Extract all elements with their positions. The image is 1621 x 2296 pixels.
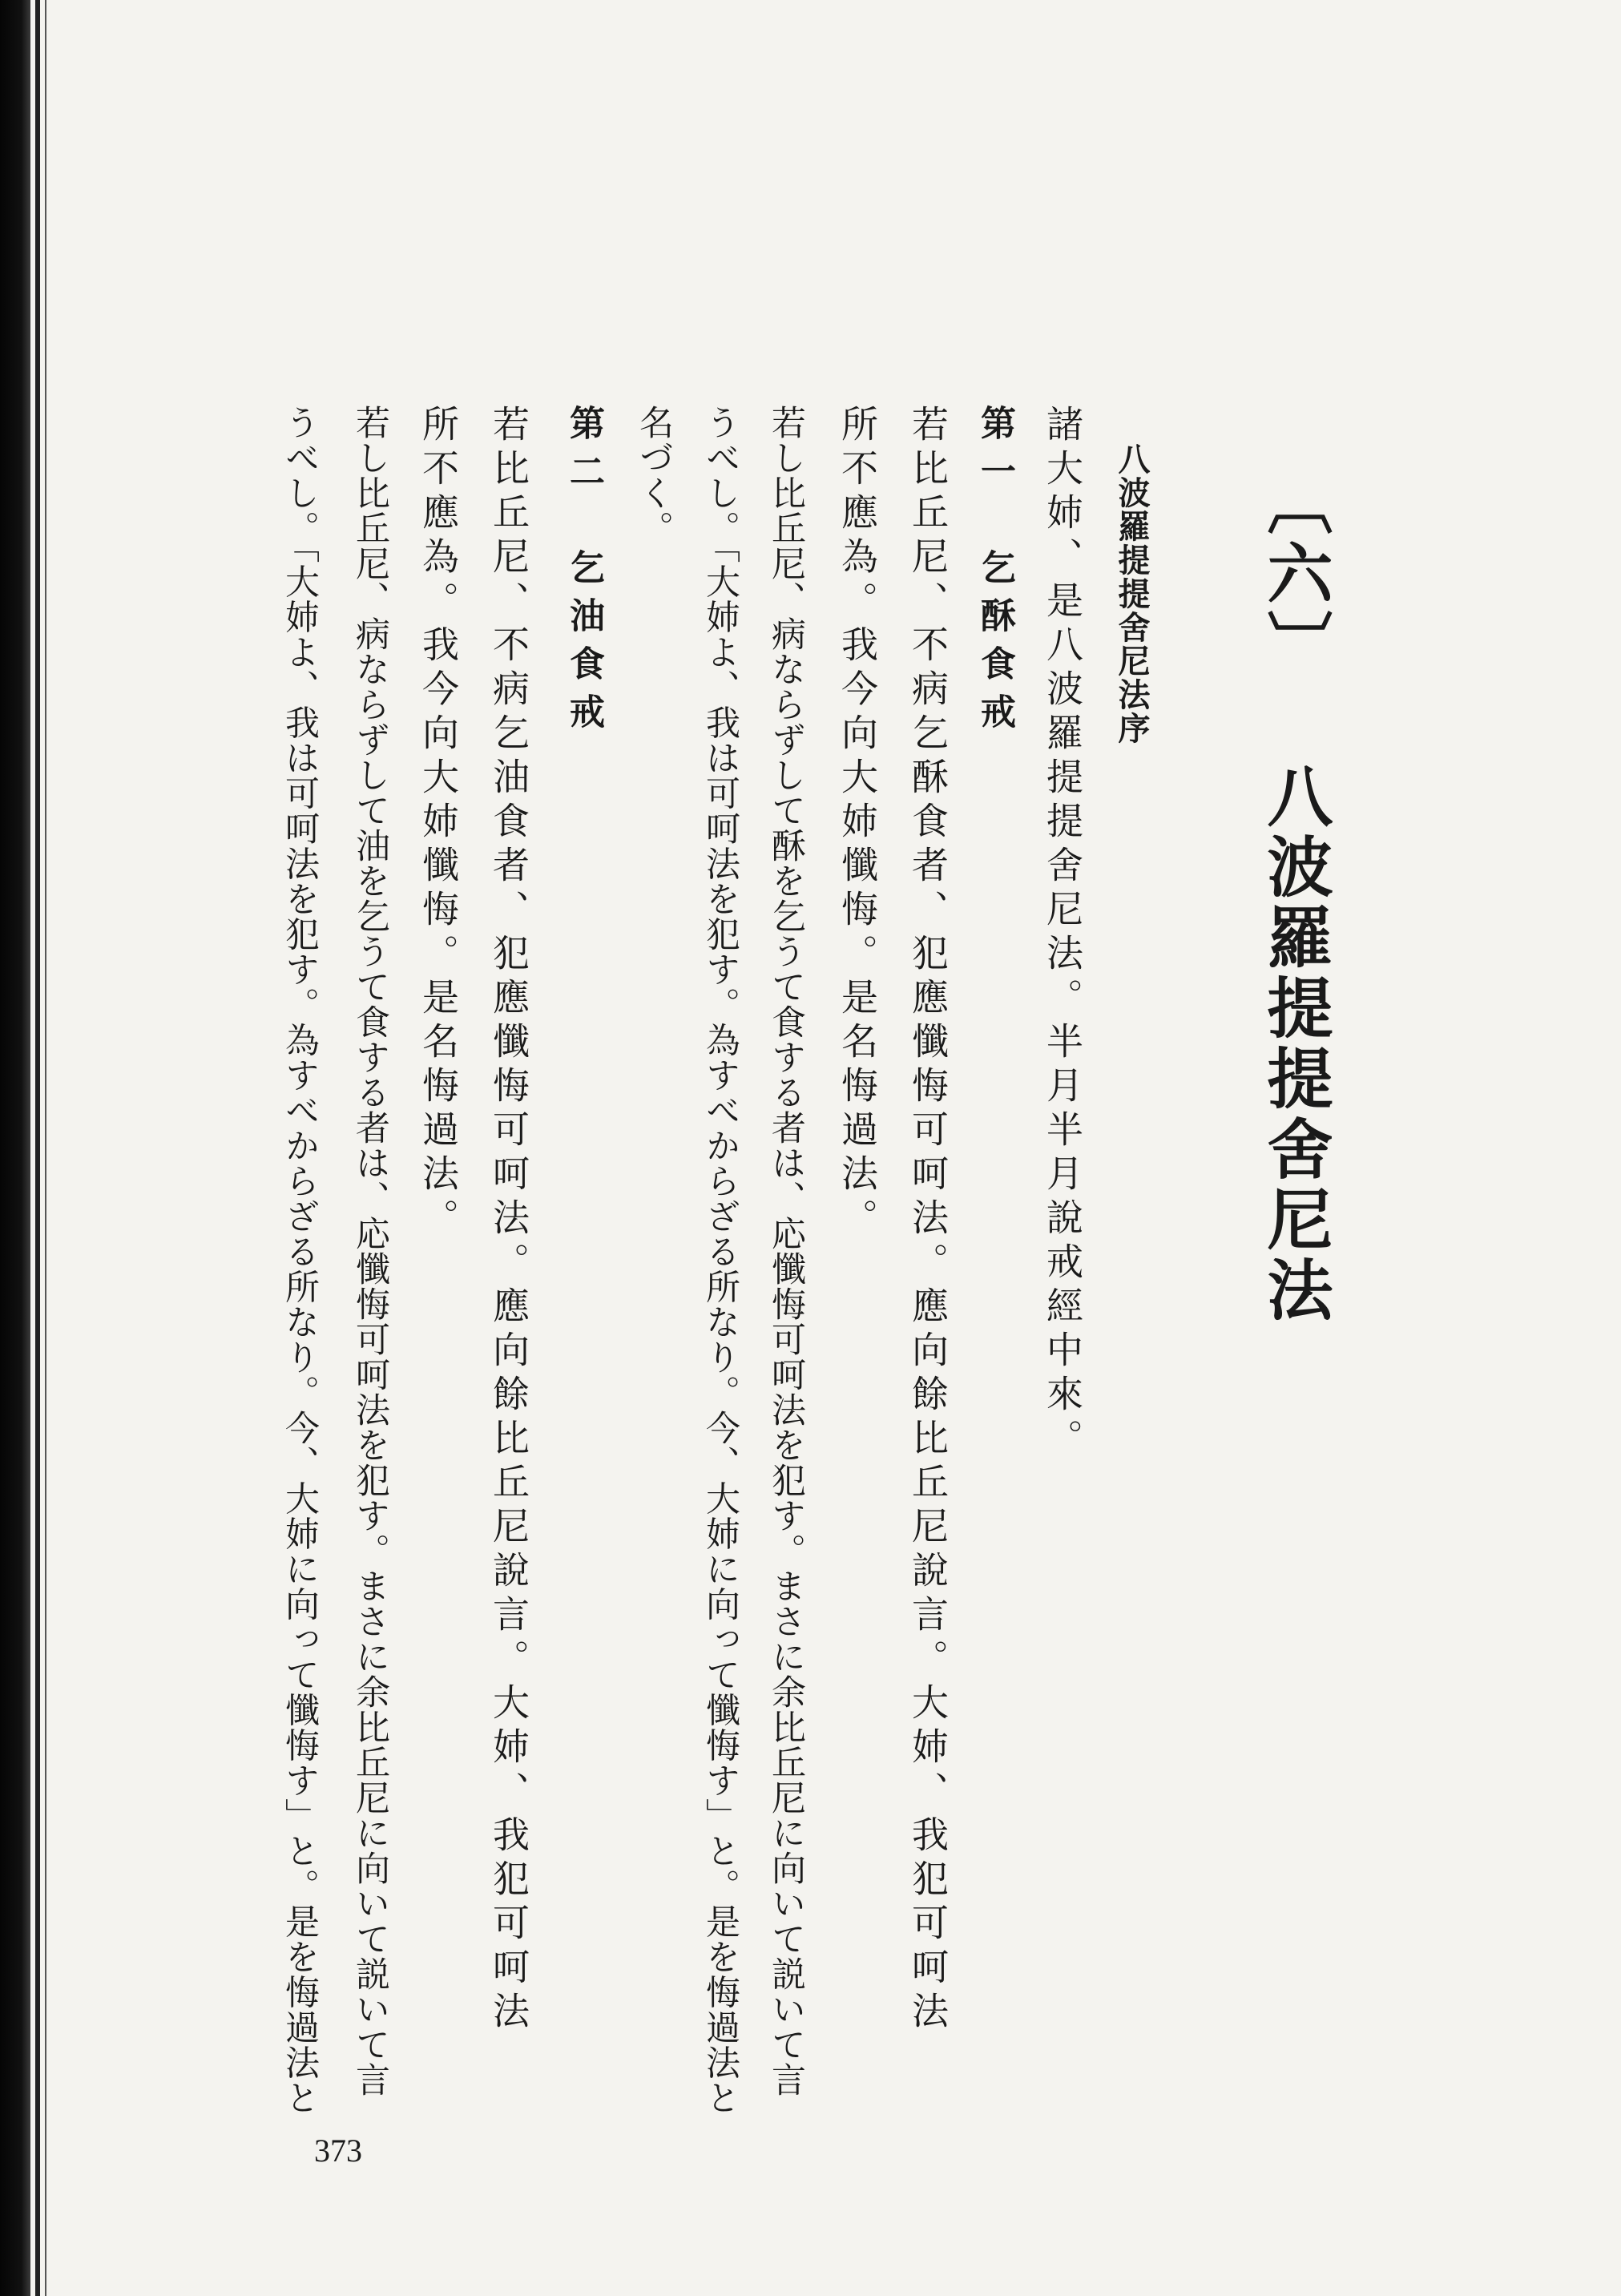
binding-shadow (35, 0, 40, 2296)
binding-shadow-thin (45, 0, 46, 2296)
section-heading-2: 第二 乞油食戒 (563, 405, 604, 741)
body-line-11: 若し比丘尼、病ならずして油を乞うて食する者は、応懺悔可呵法を犯す。まさに余比丘尼に向いて説いて言 (350, 405, 390, 2097)
body-line-1: 諸大姉、是八波羅提提舍尼法。半月半月說戒經中來。 (1041, 405, 1084, 1463)
body-line-5: 若し比丘尼、病ならずして酥を乞うて食する者は、応懺悔可呵法を犯す。まさに余比丘尼に向いて説いて言 (766, 405, 806, 2097)
body-line-12: うべし。「大姉よ、我は可呵法を犯す。為すべからざる所なり。今、大姉に向って懺悔す」と。是を悔過法と (280, 405, 320, 2116)
section-heading-1: 第一 乞酥食戒 (974, 405, 1015, 741)
preface-heading: 八波羅提提舍尼法序 (1113, 442, 1151, 745)
body-line-6: うべし。「大姉よ、我は可呵法を犯す。為すべからざる所なり。今、大姉に向って懺悔す」と。是を悔過法と (700, 405, 740, 2116)
body-line-10: 所不應為。我今向大姉懺悔。是名悔過法。 (417, 405, 460, 1242)
body-line-4: 所不應為。我今向大姉懺悔。是名悔過法。 (836, 405, 879, 1242)
body-line-3: 若比丘尼、不病乞酥食者、犯應懺悔可呵法。應向餘比丘尼說言。大姉、我犯可呵法 (906, 405, 950, 2036)
binding-edge (0, 0, 30, 2296)
body-line-7: 名づく。 (634, 405, 674, 546)
body-line-9: 若比丘尼、不病乞油食者、犯應懺悔可呵法。應向餘比丘尼說言。大姉、我犯可呵法 (487, 405, 530, 2036)
chapter-title: 〔六〕 八波羅提提舍尼法 (1256, 469, 1333, 1326)
page-number: 373 (314, 2133, 362, 2169)
